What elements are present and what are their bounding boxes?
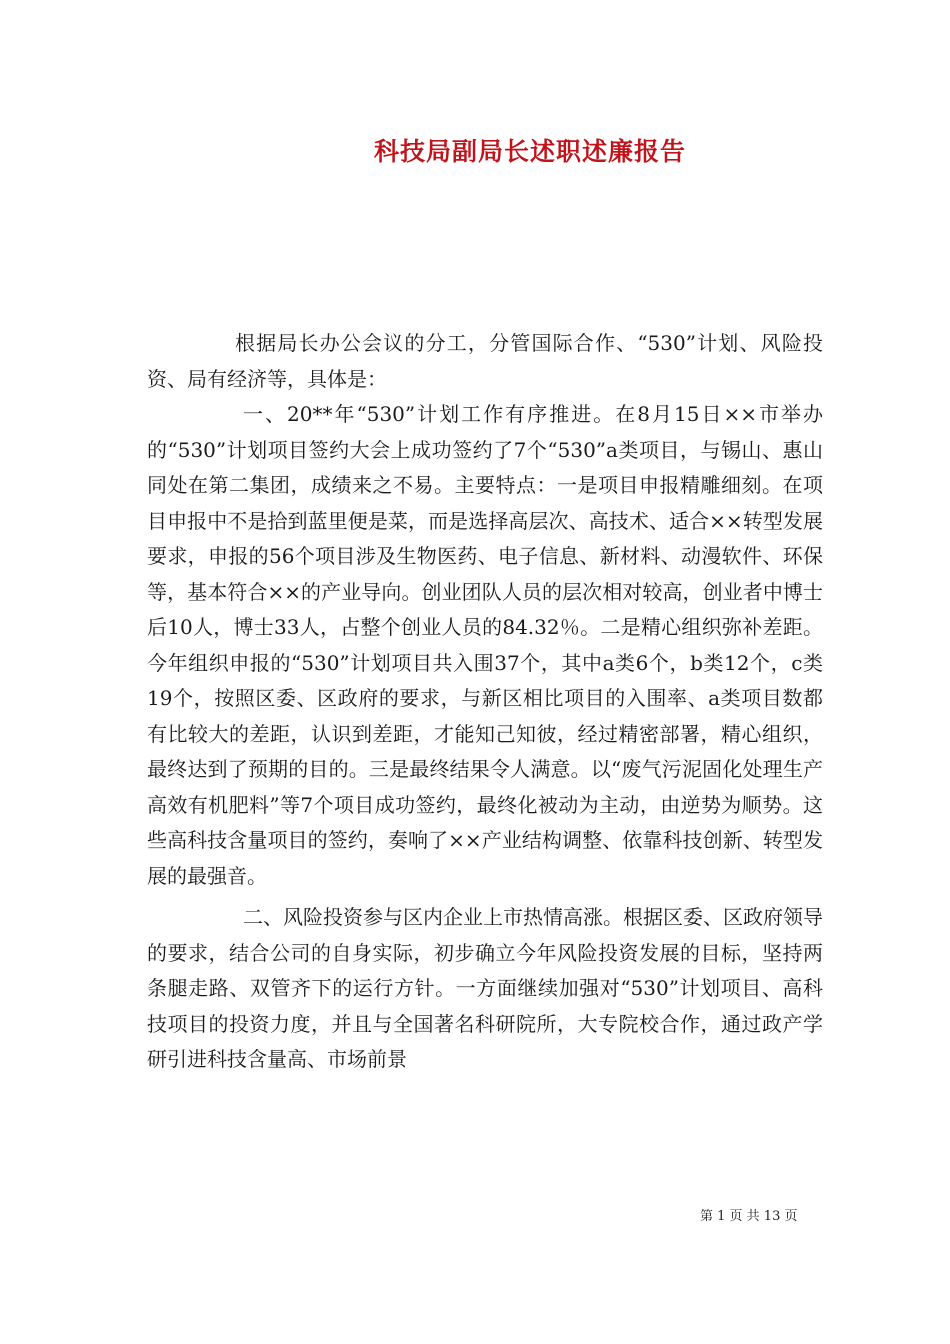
page-number: 第 1 页 共 13 页 bbox=[700, 1209, 798, 1224]
paragraph-530-plan: 一、20**年“530”计划工作有序推进。在8月15日××市举办的“530”计划项目签约大会上成功签约了7个“530”a类项目，与锡山、惠山同处在第二集团，成绩来之不易。主要特点：一是项目申报精雕细刻。在项目申报中不是拾到蓝里便是菜，而是选择高层次、高技术、适合××转型发展要求，申报的56个项目涉及生物医药、电子信息、新材料、动漫软件、环保等，基本符合××的产业导向。创业团队人员的层次相对较高，创业者中博士后10人，博士33人，占整个创业人员的84.32％。二是精心组织弥补差距。今年组织申报的“530”计划项目共入围37个，其中a类6个，b类12个，c类19个，按照区委、区政府的要求，与新区相比项目的入围率、a类项目数都有比较大的差距，认识到差距，才能知己知彼，经过精密部署，精心组织，最终达到了预期的目的。三是最终结果令人满意。以“废气污泥固化处理生产高效有机肥料”等7个项目成功签约，最终化被动为主动，由逆势为顺势。这些高科技含量项目的签约，奏响了××产业结构调整、依靠科技创新、转型发展的最强音。 bbox=[147, 402, 823, 888]
document-title: 科技局副局长述职述廉报告 bbox=[373, 137, 686, 166]
paragraph-venture-investment: 二、风险投资参与区内企业上市热情高涨。根据区委、区政府领导的要求，结合公司的自身实际，初步确立今年风险投资发展的目标，坚持两条腿走路、双管齐下的运行方针。一方面继续加强对“530”计划项目、高科技项目的投资力度，并且与全国著名科研院所，大专院校合作，通过政产学研引进科技含量高、市场前景 bbox=[147, 905, 823, 1071]
document-body bbox=[147, 326, 823, 1078]
paragraph-intro: 根据局长办公会议的分工，分管国际合作、“530”计划、风险投资、局有经济等，具体是： bbox=[147, 331, 823, 391]
